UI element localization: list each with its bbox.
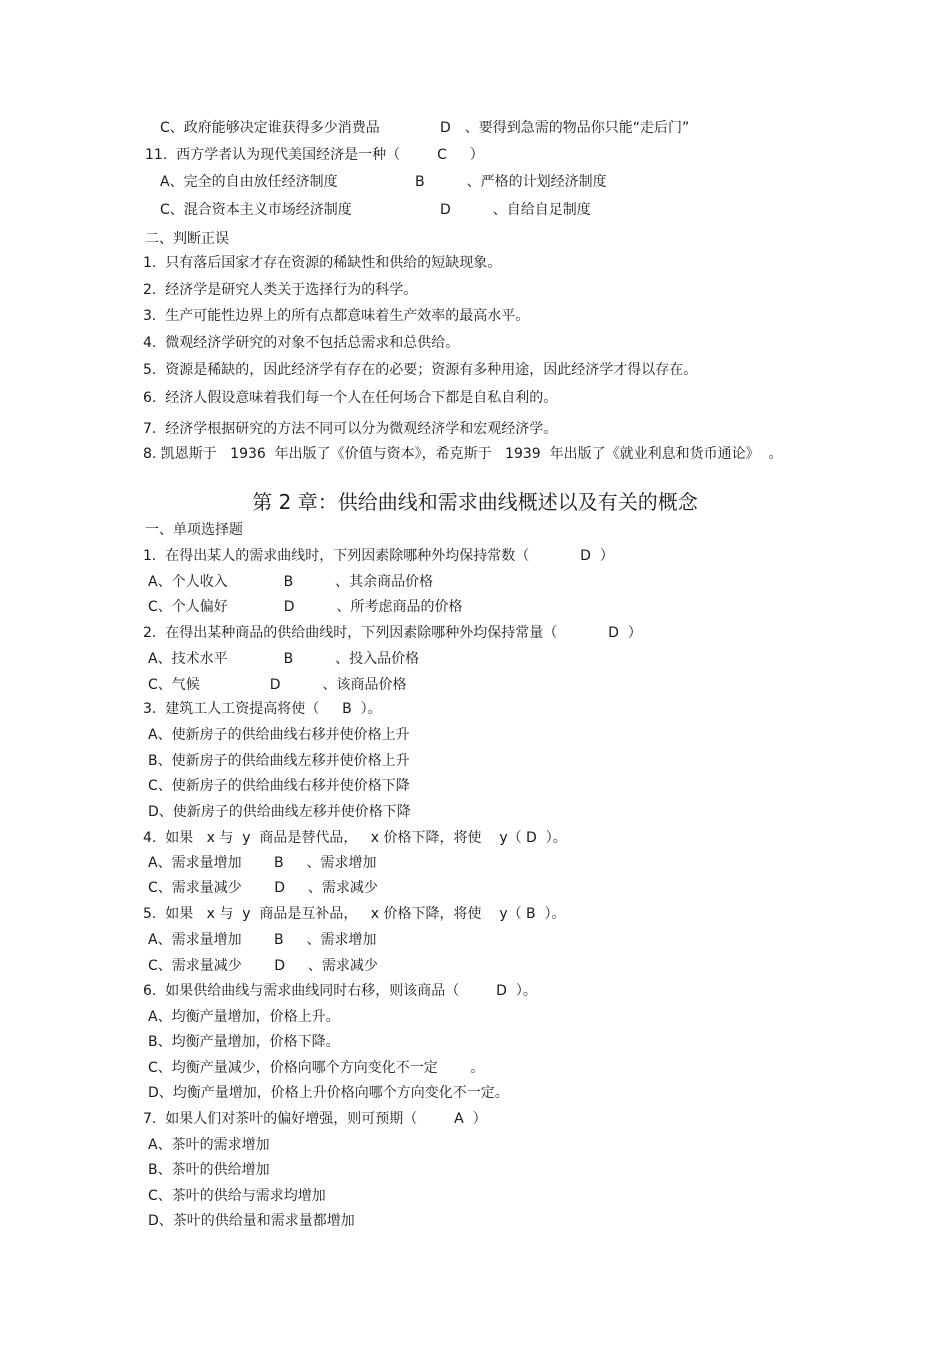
option-line: A、个人收入 B 、其余商品价格 — [148, 574, 434, 590]
option-line: B、均衡产量增加，价格下降。 — [148, 1034, 340, 1050]
judgment-item: 7. 经济学根据研究的方法不同可以分为微观经济学和宏观经济学。 — [143, 421, 558, 437]
judgment-item: 5. 资源是稀缺的，因此经济学有存在的必要；资源有多种用途，因此经济学才得以存在。 — [143, 362, 698, 378]
q11-stem: 11. 西方学者认为现代美国经济是一种（ C ） — [145, 147, 484, 163]
judgment-item: 3. 生产可能性边界上的所有点都意味着生产效率的最高水平。 — [143, 308, 530, 324]
option-line: B、茶叶的供给增加 — [148, 1162, 270, 1178]
question-line: 6. 如果供给曲线与需求曲线同时右移，则该商品（ D ）。 — [143, 983, 537, 999]
option-line: A、均衡产量增加，价格上升。 — [148, 1009, 340, 1025]
option-line: A、使新房子的供给曲线右移并使价格上升 — [148, 727, 410, 743]
section-heading-judgment: 二、判断正误 — [145, 231, 229, 247]
judgment-item: 4. 微观经济学研究的对象不包括总需求和总供给。 — [143, 335, 460, 351]
option-line: B、使新房子的供给曲线左移并使价格上升 — [148, 753, 410, 769]
option-line: C、需求量减少 D 、需求减少 — [148, 958, 378, 974]
option-line: D、茶叶的供给量和需求量都增加 — [148, 1213, 355, 1229]
question-line: 7. 如果人们对茶叶的偏好增强，则可预期（ A ） — [143, 1111, 487, 1127]
judgment-item: 8. 凯恩斯于 1936 年出版了《价值与资本》，希克斯于 1939 年出版了《就业利息和货币通论》 。 — [143, 446, 783, 462]
q10-option-d: D 、要得到急需的物品你只能“走后门” — [440, 120, 690, 136]
option-line: C、个人偏好 D 、所考虑商品的价格 — [148, 599, 463, 615]
option-line: A、需求量增加 B 、需求增加 — [148, 855, 377, 871]
judgment-item: 1. 只有落后国家才存在资源的稀缺性和供给的短缺现象。 — [143, 255, 502, 271]
option-line: C、使新房子的供给曲线右移并使价格下降 — [148, 778, 410, 794]
q11-option-c: C、混合资本主义市场经济制度 — [160, 202, 352, 218]
option-line: A、茶叶的需求增加 — [148, 1137, 270, 1153]
chapter-title: 第 2 章：供给曲线和需求曲线概述以及有关的概念 — [252, 490, 698, 514]
option-line: D、均衡产量增加，价格上升价格向哪个方向变化不一定。 — [148, 1085, 509, 1101]
judgment-item: 2. 经济学是研究人类关于选择行为的科学。 — [143, 282, 418, 298]
question-line: 1. 在得出某人的需求曲线时，下列因素除哪种外均保持常数（ D ） — [143, 548, 614, 564]
judgment-item: 6. 经济人假设意味着我们每一个人在任何场合下都是自私自利的。 — [143, 390, 558, 406]
option-line: C、茶叶的供给与需求均增加 — [148, 1188, 326, 1204]
question-line: 3. 建筑工人工资提高将使（ B ）。 — [143, 701, 382, 717]
option-line: C、均衡产量减少，价格向哪个方向变化不一定 。 — [148, 1060, 485, 1076]
q11-option-b: B 、严格的计划经济制度 — [415, 174, 607, 190]
section-heading-single-choice: 一、单项选择题 — [145, 522, 243, 538]
question-line: 5. 如果 x 与 y 商品是互补品， x 价格下降，将使 y（ B ）。 — [143, 906, 566, 922]
question-line: 4. 如果 x 与 y 商品是替代品， x 价格下降，将使 y（ D ）。 — [143, 830, 567, 846]
option-line: C、需求量减少 D 、需求减少 — [148, 880, 378, 896]
question-line: 2. 在得出某种商品的供给曲线时，下列因素除哪种外均保持常量（ D ） — [143, 625, 642, 641]
option-line: A、需求量增加 B 、需求增加 — [148, 932, 377, 948]
option-line: A、技术水平 B 、投入品价格 — [148, 651, 420, 667]
option-line: D、使新房子的供给曲线左移并使价格下降 — [148, 804, 411, 820]
q11-option-d: D 、自给自足制度 — [440, 202, 591, 218]
q10-option-c: C、政府能够决定谁获得多少消费品 — [160, 120, 380, 136]
option-line: C、气候 D 、该商品价格 — [148, 677, 407, 693]
q11-option-a: A、完全的自由放任经济制度 — [160, 174, 338, 190]
